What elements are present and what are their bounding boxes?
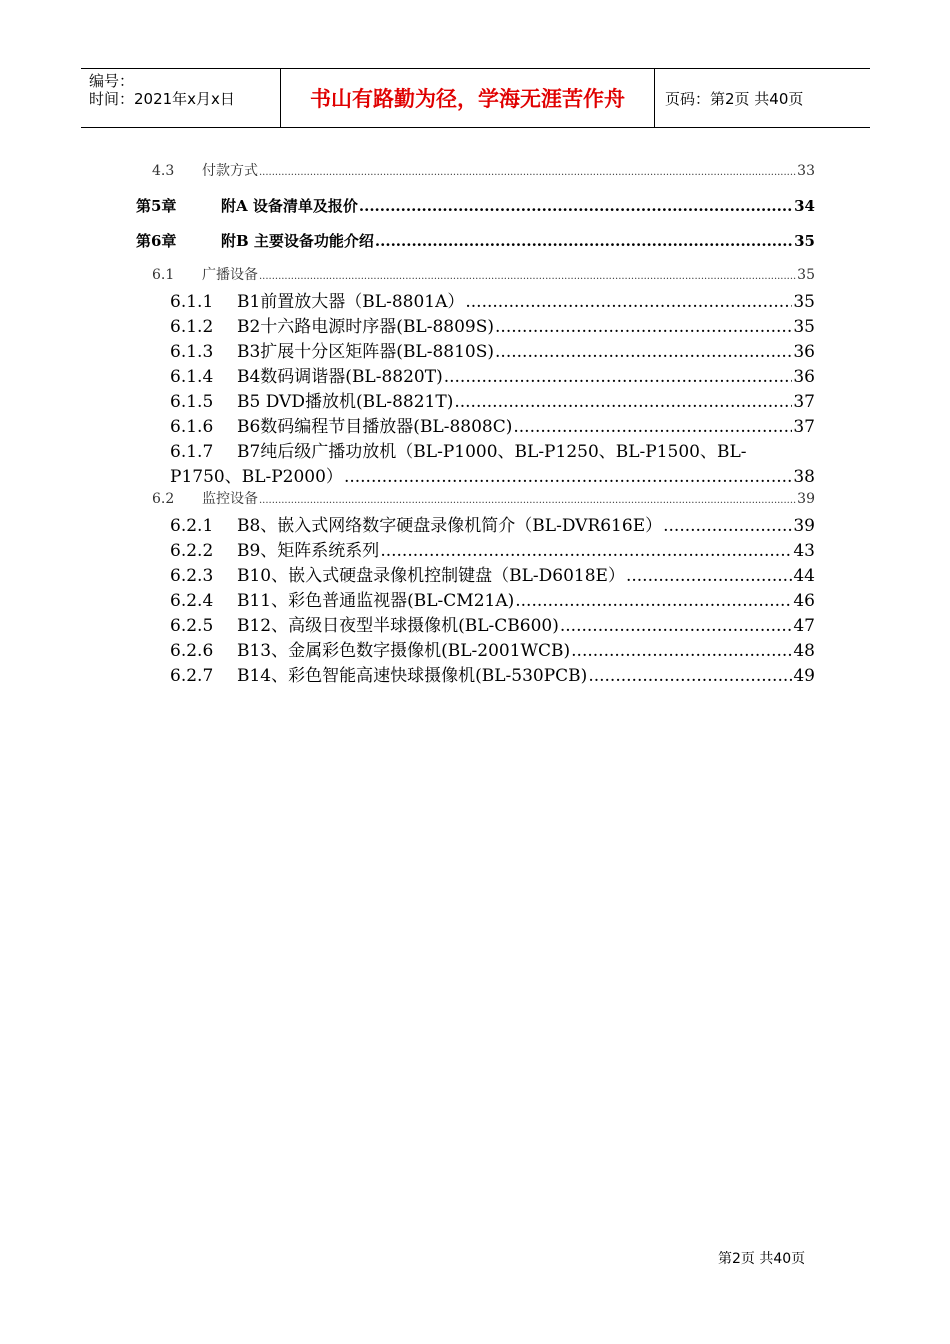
- toc-number: 第5章: [136, 197, 177, 215]
- toc-entry-6-2[interactable]: [152, 488, 815, 508]
- header-page-info: 页码：第2页 共40页: [665, 89, 804, 108]
- header-motto: 书山有路勤为径，学海无涯苦作舟: [281, 69, 655, 127]
- toc-number: 6.2.5: [170, 616, 214, 636]
- toc-leader: [375, 232, 793, 250]
- toc-number: 6.1: [152, 267, 175, 283]
- toc-page: 37: [793, 392, 815, 412]
- toc-number: 6.1.2: [170, 317, 214, 337]
- toc-entry-4-3[interactable]: [152, 160, 815, 180]
- toc-page: 35: [793, 317, 815, 337]
- toc-title: B8、嵌入式网络数字硬盘录像机简介（BL-DVR616E）: [237, 516, 663, 536]
- toc-number: 6.2.3: [170, 566, 214, 586]
- toc-page: 35: [797, 267, 815, 283]
- toc-entry-6-2-4[interactable]: [170, 586, 815, 611]
- toc-page: 36: [793, 367, 815, 387]
- toc-page: 44: [793, 566, 815, 586]
- toc-page: 39: [793, 516, 815, 536]
- toc-leader: [259, 163, 796, 179]
- toc-leader: [259, 267, 796, 283]
- toc-title: B10、嵌入式硬盘录像机控制键盘（BL-D6018E）: [237, 566, 625, 586]
- document-code-label: 编号：: [89, 72, 135, 90]
- toc-title: B1前置放大器（BL-8801A）: [237, 292, 465, 312]
- toc-entry-chapter-5[interactable]: [136, 195, 815, 216]
- toc-entry-6-1-4[interactable]: [170, 362, 815, 387]
- toc-leader: [444, 367, 793, 387]
- toc-entry-6-2-7[interactable]: [170, 661, 815, 686]
- toc-page: 43: [793, 541, 815, 561]
- toc-title: 附B 主要设备功能介绍: [221, 232, 374, 250]
- page-header: [81, 68, 870, 128]
- toc-title: B12、高级日夜型半球摄像机(BL-CB600): [237, 616, 559, 636]
- toc-entry-6-1-1[interactable]: [170, 287, 815, 312]
- toc-title: B9、矩阵系统系列: [237, 541, 380, 561]
- toc-entry-6-1[interactable]: [152, 264, 815, 284]
- toc-page: 35: [794, 232, 815, 250]
- toc-page: 38: [793, 467, 815, 487]
- toc-number: 6.2.7: [170, 666, 214, 686]
- toc-leader: [380, 541, 792, 561]
- toc-title: 监控设备: [202, 491, 258, 507]
- toc-entry-6-2-2[interactable]: [170, 536, 815, 561]
- toc-page: 35: [793, 292, 815, 312]
- toc-page: 37: [793, 417, 815, 437]
- toc-leader: [513, 417, 792, 437]
- toc-number: 6.1.5: [170, 392, 214, 412]
- toc-number: 6.1.7: [170, 442, 214, 462]
- toc-leader: [359, 197, 793, 215]
- toc-number: 6.1.6: [170, 417, 214, 437]
- toc-leader: [560, 616, 792, 636]
- toc-number: 6.2.6: [170, 641, 214, 661]
- toc-title: B2十六路电源时序器(BL-8809S): [237, 317, 495, 337]
- toc-number: 6.1.1: [170, 292, 214, 312]
- toc-leader: [626, 566, 792, 586]
- toc-title: B3扩展十分区矩阵器(BL-8810S): [237, 342, 495, 362]
- toc-title-continued: P1750、BL-P2000）: [170, 467, 343, 487]
- toc-number: 6.2.2: [170, 541, 214, 561]
- toc-entry-6-1-7-line2[interactable]: [170, 462, 815, 487]
- toc-leader: [465, 292, 792, 312]
- toc-page: 48: [793, 641, 815, 661]
- toc-title: B7纯后级广播功放机（BL-P1000、BL-P1250、BL-P1500、BL-: [237, 442, 747, 462]
- toc-entry-6-1-2[interactable]: [170, 312, 815, 337]
- toc-number: 6.1.4: [170, 367, 214, 387]
- toc-page: 33: [797, 163, 815, 179]
- toc-title: 付款方式: [202, 163, 258, 179]
- toc-entry-6-1-5[interactable]: [170, 387, 815, 412]
- toc-title: B5 DVD播放机(BL-8821T): [237, 392, 454, 412]
- toc-title: B6数码编程节目播放器(BL-8808C): [237, 417, 513, 437]
- toc-page: 34: [794, 197, 815, 215]
- toc-leader: [663, 516, 792, 536]
- toc-page: 39: [797, 491, 815, 507]
- toc-number: 第6章: [136, 232, 177, 250]
- toc-entry-6-2-5[interactable]: [170, 611, 815, 636]
- toc-entry-6-2-1[interactable]: [170, 511, 815, 536]
- toc-entry-6-1-7-line1[interactable]: [170, 437, 747, 462]
- toc-page: 47: [793, 616, 815, 636]
- toc-leader: [571, 641, 792, 661]
- toc-page: 49: [793, 666, 815, 686]
- toc-entry-6-2-3[interactable]: [170, 561, 815, 586]
- toc-title: B4数码调谐器(BL-8820T): [237, 367, 443, 387]
- toc-leader: [588, 666, 792, 686]
- toc-entry-6-1-3[interactable]: [170, 337, 815, 362]
- toc-title: B14、彩色智能高速快球摄像机(BL-530PCB): [237, 666, 588, 686]
- page-footer: 第2页 共40页: [718, 1251, 806, 1267]
- toc-number: 4.3: [152, 163, 175, 179]
- toc-entry-6-1-6[interactable]: [170, 412, 815, 437]
- toc-leader: [515, 591, 792, 611]
- toc-title: 附A 设备清单及报价: [221, 197, 358, 215]
- toc-entry-6-2-6[interactable]: [170, 636, 815, 661]
- toc-title: B11、彩色普通监视器(BL-CM21A): [237, 591, 515, 611]
- toc-title: 广播设备: [202, 267, 258, 283]
- toc-leader: [495, 342, 792, 362]
- toc-number: 6.1.3: [170, 342, 214, 362]
- toc-leader: [454, 392, 792, 412]
- toc-page: 36: [793, 342, 815, 362]
- toc-leader: [259, 491, 796, 507]
- toc-number: 6.2.1: [170, 516, 214, 536]
- toc-leader: [495, 317, 792, 337]
- toc-entry-chapter-6[interactable]: [136, 230, 815, 251]
- toc-title: B13、金属彩色数字摄像机(BL-2001WCB): [237, 641, 571, 661]
- toc-page: 46: [793, 591, 815, 611]
- document-date: 时间：2021年x月x日: [89, 90, 235, 108]
- toc-number: 6.2: [152, 491, 175, 507]
- toc-leader: [344, 467, 792, 487]
- toc-number: 6.2.4: [170, 591, 214, 611]
- header-meta: [81, 69, 281, 127]
